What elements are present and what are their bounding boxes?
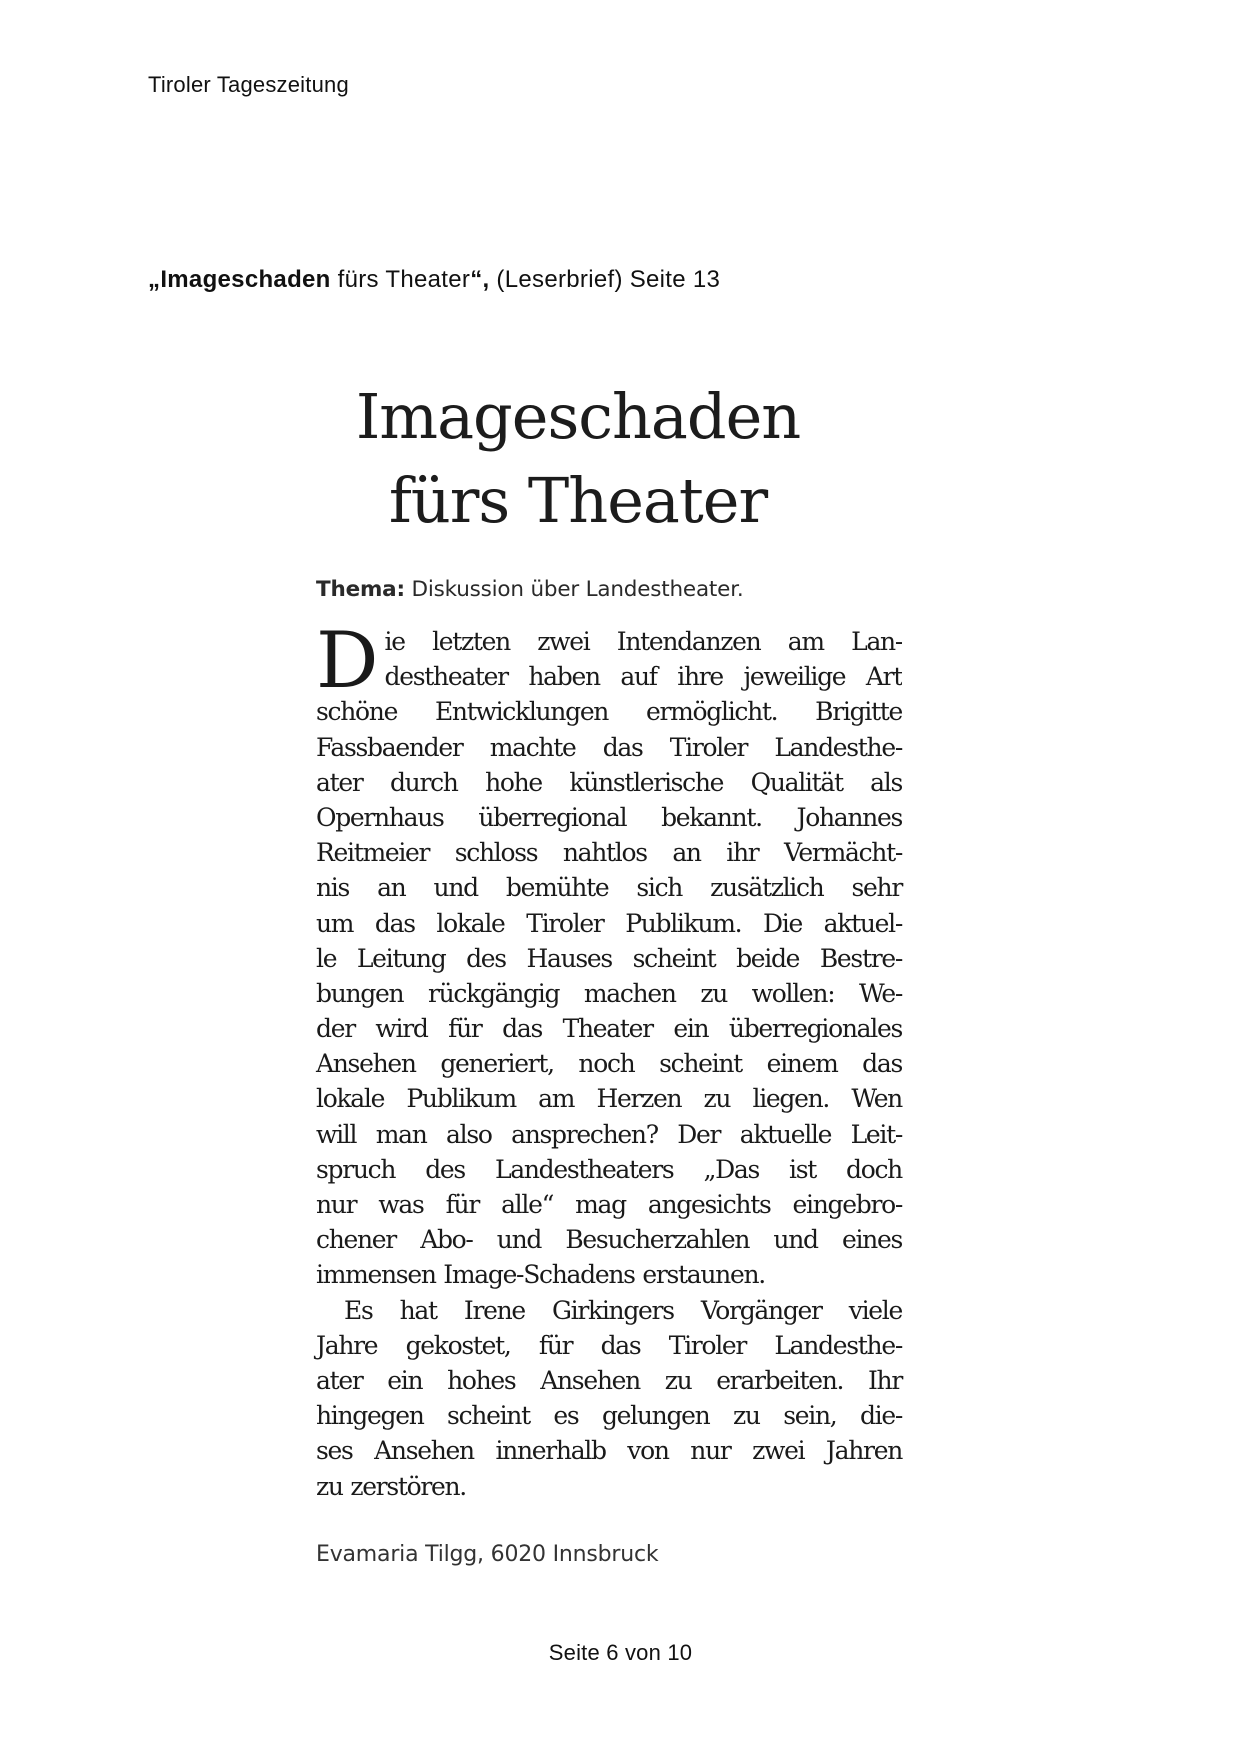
body-line: schöne Entwicklungen ermöglicht. Brigitte: [316, 697, 902, 727]
body-line: hingegen scheint es gelungen zu sein, die-: [316, 1401, 902, 1431]
body-line: will man also ansprechen? Der aktuelle Leit-: [316, 1119, 902, 1149]
body-line: chener Abo- und Besucherzahlen und eines: [316, 1225, 902, 1255]
body-line: Es hat Irene Girkingers Vorgänger viele: [344, 1295, 902, 1325]
body-line: Fassbaender machte das Tiroler Landesthe-: [316, 732, 902, 762]
paragraph-2: [316, 1293, 902, 1504]
body-line: le Leitung des Hauses scheint beide Bestre-: [316, 943, 902, 973]
source-quote-open: „: [148, 266, 161, 293]
source-title-rest: fürs Theater: [330, 266, 471, 293]
author-signature: Evamaria Tilgg, 6020 Innsbruck: [316, 1541, 659, 1567]
topic-label: Thema:: [316, 577, 405, 602]
topic-text: Diskussion über Landestheater.: [404, 577, 744, 602]
source-title-bold: Imageschaden: [160, 266, 331, 293]
body-line: bungen rückgängig machen zu wollen: We-: [316, 978, 902, 1008]
body-line: Jahre gekostet, für das Tiroler Landesthe-: [316, 1330, 902, 1360]
body-line: nis an und bemühte sich zusätzlich sehr: [316, 873, 902, 903]
source-quote-close: “,: [470, 266, 490, 293]
page-header: Tiroler Tageszeitung: [148, 72, 349, 97]
body-line: Opernhaus überregional bekannt. Johannes: [316, 802, 902, 832]
body-line: Ansehen generiert, noch scheint einem das: [316, 1049, 902, 1079]
newspaper-clipping: [316, 375, 902, 1567]
body-line: lokale Publikum am Herzen zu liegen. Wen: [316, 1084, 902, 1114]
paragraph-1: [316, 616, 902, 1293]
body-line: ses Ansehen innerhalb von nur zwei Jahren: [316, 1436, 902, 1466]
article-body: [316, 616, 902, 1504]
body-line: ater ein hohes Ansehen zu erarbeiten. Ihr: [316, 1365, 902, 1395]
body-line: zu zerstören.: [316, 1471, 466, 1501]
article-headline: [316, 375, 902, 543]
page-number: Seite 6 von 10: [548, 1640, 693, 1665]
headline-line-1: Imageschaden: [355, 380, 801, 453]
body-line: immensen Image-Schadens erstaunen.: [316, 1260, 765, 1290]
body-line: nur was für alle“ mag angesichts eingebro-: [316, 1190, 902, 1219]
source-suffix: (Leserbrief) Seite 13: [489, 266, 721, 293]
drop-cap: D: [316, 616, 379, 706]
body-line: der wird für das Theater ein überregionales: [316, 1014, 902, 1044]
body-line: ie letzten zwei Intendanzen am Lan-: [384, 627, 902, 656]
body-line: spruch des Landestheaters „Das ist doch: [316, 1154, 902, 1184]
article-topic: [316, 577, 902, 602]
body-line: um das lokale Tiroler Publikum. Die aktuel-: [316, 908, 902, 938]
body-line: Reitmeier schloss nahtlos an ihr Vermächt-: [316, 838, 902, 868]
body-line: destheater haben auf ihre jeweilige Art: [384, 662, 902, 692]
headline-line-2: fürs Theater: [388, 464, 768, 537]
body-line: ater durch hohe künstlerische Qualität als: [316, 767, 902, 797]
source-reference: [148, 266, 720, 294]
